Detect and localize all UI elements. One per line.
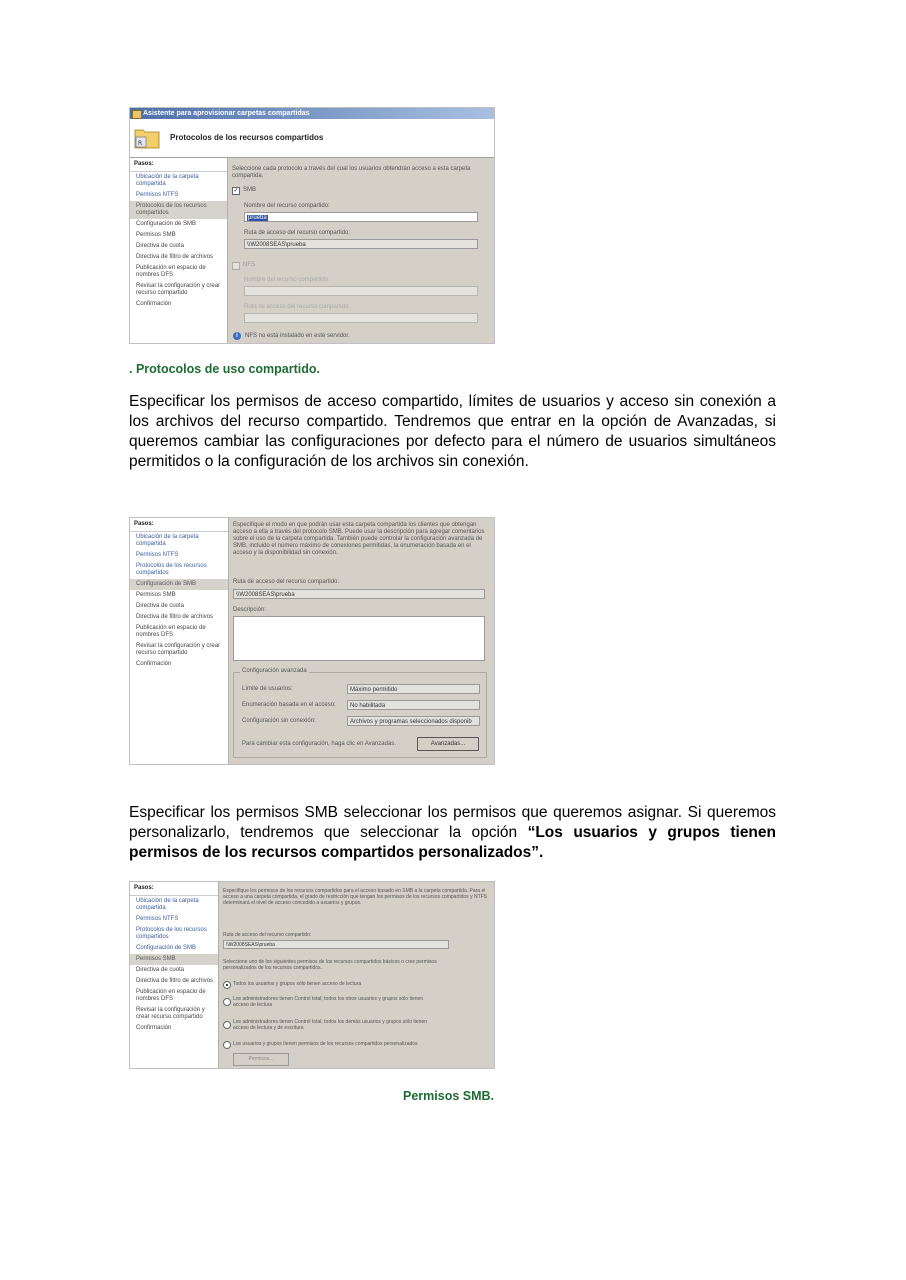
info-icon: i [233, 332, 241, 340]
paragraph-smb-permissions [129, 803, 776, 863]
radio-custom-permissions[interactable] [223, 1041, 231, 1049]
step-folder-location[interactable]: Ubicación de la carpeta compartida [136, 174, 199, 187]
paragraph-smb-permissions-text: Especificar los permisos SMB seleccionar los permisos que queremos asignar. Si queremos personalizarlo, tendremos que seleccionar la opción [129, 804, 776, 841]
step-ntfs-permissions[interactable]: Permisos NTFS [136, 916, 179, 922]
step-confirmation[interactable]: Confirmación [136, 661, 172, 667]
step-review[interactable]: Revisar la configuración y crear recurso compartido [136, 283, 221, 296]
nfs-checkbox[interactable] [232, 262, 240, 270]
step-quota-policy[interactable]: Directiva de cuota [136, 243, 185, 249]
step-protocols[interactable]: Protocolos de los recursos compartidos [136, 927, 207, 940]
smb-share-name-label: Nombre del recurso compartido: [244, 203, 330, 209]
option-read-only: Todos los usuarios y grupos sólo tienen acceso de lectura [233, 981, 362, 987]
smb-share-name-value: prueba [248, 215, 267, 221]
step-quota-policy[interactable]: Directiva de cuota [136, 603, 185, 609]
step-review[interactable]: Revisar la configuración y crear recurso compartido [136, 643, 221, 656]
share-path-label: Ruta de acceso del recurso compartido: [223, 932, 312, 938]
step-ntfs-permissions[interactable]: Permisos NTFS [136, 552, 179, 558]
nfs-share-name-input[interactable] [244, 286, 478, 296]
option-admins-full-others-read: Los administradores tienen Control total; todos los otros usuarios y grupos sólo tienen acceso de lectura [233, 996, 424, 1008]
step-protocols[interactable]: Protocolos de los recursos compartidos [130, 201, 227, 219]
wizard-page-title: Protocolos de los recursos compartidos [170, 133, 324, 142]
radio-admins-full-others-read[interactable] [223, 998, 231, 1006]
abe-label: Enumeración basada en el acceso: [242, 702, 336, 708]
wizard-content [228, 158, 494, 343]
select-permissions-text: Seleccione uno de los siguientes permisos de los recursos compartidos básicos o cree permisos personalizados de los recursos compartidos. [223, 959, 437, 971]
nfs-not-installed-note: NFS no está instalado en este servidor. [245, 333, 350, 339]
step-smb-settings[interactable]: Configuración de SMB [136, 945, 197, 951]
step-review[interactable]: Revisar la configuración y crear recurso compartido [136, 1007, 205, 1020]
instructions-text: Especifique el modo en que podrán usar esta carpeta compartida los clientes que obtengan acceso a ella a través del protocolo SMB. Puede usar la descripción para agregar comentarios sobre el uso de la carpeta compartida. También puede controlar la configuración avanzada de SMB, incluido el número máximo de conexiones permitidas, la enumeración basada en el acceso y la disponibilidad sin conexión. [233, 522, 485, 556]
step-quota-policy[interactable]: Directiva de cuota [136, 967, 185, 973]
step-file-screen-policy[interactable]: Directiva de filtro de archivos [136, 978, 214, 984]
change-settings-hint: Para cambiar esta configuración, haga clic en Avanzadas. [242, 741, 396, 747]
step-dfs-publishing[interactable]: Publicación en espacio de nombres DFS [136, 625, 206, 638]
step-smb-permissions[interactable]: Permisos SMB [136, 232, 176, 238]
wizard-content [229, 518, 494, 764]
permissions-button[interactable]: Permisos... [233, 1053, 289, 1066]
offline-label: Configuración sin conexión: [242, 718, 316, 724]
steps-heading: Pasos: [130, 882, 218, 896]
step-ntfs-permissions[interactable]: Permisos NTFS [136, 192, 179, 198]
step-smb-settings[interactable]: Configuración de SMB [136, 221, 197, 227]
paragraph-share-permissions: Especificar los permisos de acceso compartido, límites de usuarios y acceso sin conexión a los archivos del recurso compartido. Tendremos que entrar en la opción de Avanzadas, si queremos cambiar las configuraciones por defecto para el número de usuarios simultáneos permitidos o la configuración de los archivos sin conexión. [129, 393, 776, 470]
wizard-steps-nav [130, 882, 219, 1068]
share-path-label: Ruta de acceso del recurso compartido: [233, 579, 340, 585]
advanced-settings-title: Configuración avanzada [242, 668, 307, 674]
description-textarea[interactable] [233, 616, 485, 661]
option-custom-permissions: Los usuarios y grupos tienen permisos de los recursos compartidos personalizados [233, 1041, 418, 1047]
step-folder-location[interactable]: Ubicación de la carpeta compartida [136, 534, 199, 547]
steps-heading: Pasos: [130, 158, 227, 172]
user-limit-value: Máximo permitido [347, 684, 480, 694]
user-limit-label: Límite de usuarios: [242, 686, 293, 692]
description-label: Descripción: [233, 607, 267, 613]
step-dfs-publishing[interactable]: Publicación en espacio de nombres DFS [136, 989, 206, 1002]
smb-share-name-input[interactable] [244, 212, 478, 222]
step-folder-location[interactable]: Ubicación de la carpeta compartida [136, 898, 199, 911]
radio-read-only[interactable] [223, 981, 231, 989]
custom-permissions-option-quote: “Los usuarios y grupos tienen permisos de los recursos compartidos personalizados”. [129, 824, 776, 861]
wizard-steps-nav [130, 518, 229, 764]
radio-admins-full-others-readwrite[interactable] [223, 1021, 231, 1029]
abe-value: No habilitada [347, 700, 480, 710]
screenshot-smb-permissions [129, 881, 495, 1069]
smb-share-path-field: \\W2008SEAS\prueba [244, 239, 478, 249]
step-smb-permissions[interactable]: Permisos SMB [136, 592, 176, 598]
smb-checkbox[interactable]: ✓ [233, 188, 239, 194]
screenshot-protocols [129, 107, 495, 344]
shared-folder-icon [134, 125, 160, 149]
wizard-steps-nav [130, 158, 228, 343]
wizard-icon [132, 110, 142, 119]
step-confirmation[interactable]: Confirmación [136, 301, 172, 307]
caption-protocols: . Protocolos de uso compartido. [129, 362, 320, 376]
option-admins-full-others-readwrite: Los administradores tienen Control total; todos los demás usuarios y grupos sólo tienen acceso de lectura y de escritura [233, 1019, 427, 1031]
offline-value: Archivos y programas seleccionados disponib [347, 716, 480, 726]
wizard-header [130, 119, 494, 158]
smb-share-path-label: Ruta de acceso del recurso compartido: [244, 230, 351, 236]
step-smb-settings[interactable]: Configuración de SMB [130, 579, 228, 590]
share-path-field: \\W2008SEAS\prueba [223, 940, 449, 949]
nfs-share-name-label: Nombre del recurso compartido: [244, 277, 330, 283]
caption-smb-permissions: Permisos SMB. [403, 1089, 495, 1103]
step-file-screen-policy[interactable]: Directiva de filtro de archivos [136, 614, 214, 620]
window-title-bar [130, 108, 494, 119]
nfs-share-path-label: Ruta de acceso del recurso compartido: [244, 304, 351, 310]
window-title: Asistente para aprovisionar carpetas compartidas [143, 110, 310, 117]
nfs-share-path-field [244, 313, 478, 323]
step-file-screen-policy[interactable]: Directiva de filtro de archivos [136, 254, 214, 260]
advanced-button[interactable]: Avanzadas... [417, 737, 479, 751]
step-smb-permissions[interactable]: Permisos SMB [130, 954, 218, 965]
advanced-settings-group [233, 668, 487, 758]
step-dfs-publishing[interactable]: Publicación en espacio de nombres DFS [136, 265, 206, 278]
instructions-text: Especifique los permisos de los recursos compartidos para el acceso basado en SMB a la carpeta compartida. Para el acceso a una carpeta compartida, el grado de restricción que tengan los permisos de los recursos compartidos y NTFS determinará el nivel de acceso concedido a usuarios y grupos. [223, 888, 488, 906]
share-path-field: \\W2008SEAS\prueba [233, 589, 485, 599]
steps-heading: Pasos: [130, 518, 228, 532]
wizard-content [219, 882, 494, 1068]
screenshot-smb-settings [129, 517, 495, 765]
svg-text:R: R [138, 140, 143, 147]
smb-checkbox-label: SMB [243, 187, 257, 193]
step-confirmation[interactable]: Confirmación [136, 1025, 172, 1031]
instructions-text: Seleccione cada protocolo a través del cual los usuarios obtendrán acceso a esta carpeta compartida. [232, 166, 471, 179]
nfs-checkbox-label: NFS [243, 262, 255, 268]
step-protocols[interactable]: Protocolos de los recursos compartidos [136, 563, 207, 576]
